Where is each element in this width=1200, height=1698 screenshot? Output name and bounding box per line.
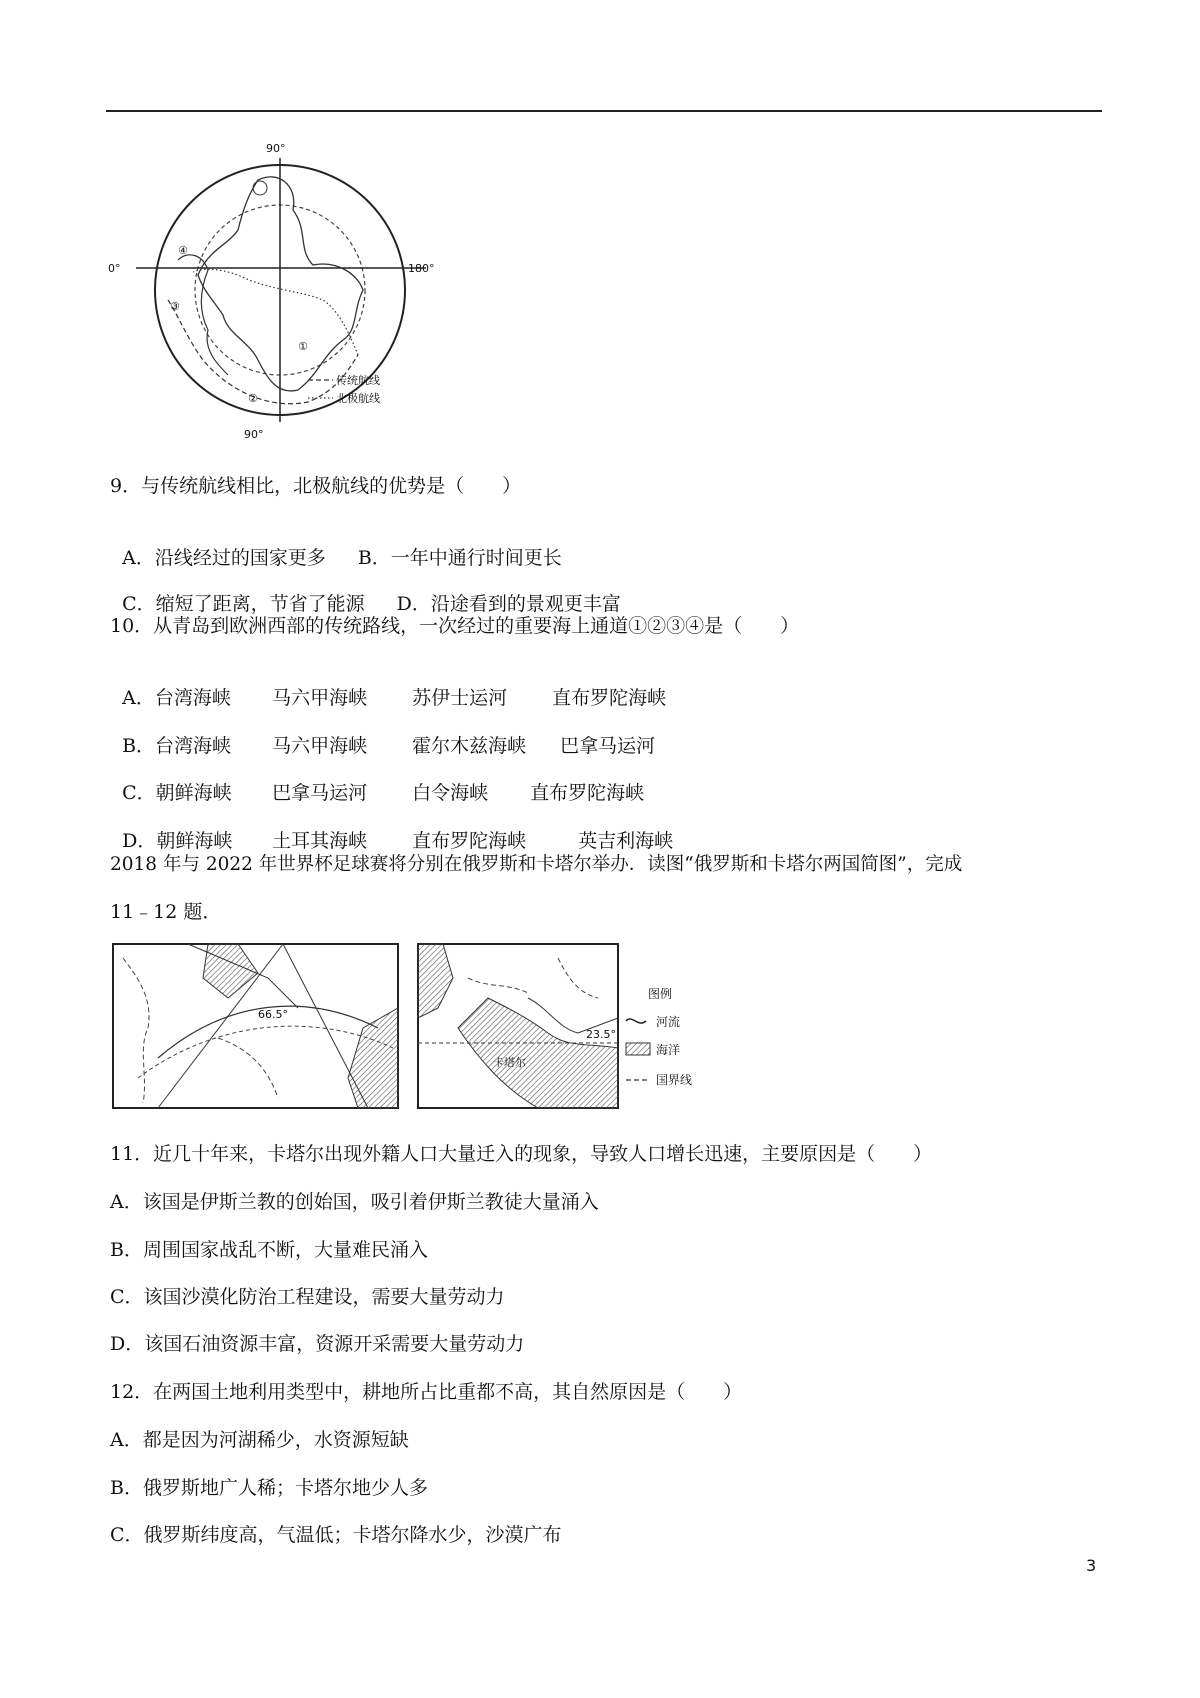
map-label-left: 0°	[108, 262, 121, 275]
russia-latitude-label: 66.5°	[258, 1008, 288, 1021]
q10-option-b: B．台湾海峡 马六甲海峡 霍尔木兹海峡 巴拿马运河	[122, 735, 656, 757]
q10-stem: 10．从青岛到欧洲西部的传统路线，一次经过的重要海上通道①②③④是（ ）	[110, 615, 800, 637]
q9-option-b: B．一年中通行时间更长	[357, 547, 562, 569]
map-label-right: 180°	[408, 262, 435, 275]
q11-option-c: C．该国沙漠化防治工程建设，需要大量劳动力	[110, 1286, 505, 1308]
q9-option-a: A．沿线经过的国家更多	[122, 547, 326, 569]
q12-option-c: C．俄罗斯纬度高，气温低；卡塔尔降水少，沙漠广布	[110, 1524, 562, 1546]
page-number: 3	[1086, 1556, 1097, 1575]
map-legend	[626, 986, 692, 1087]
map-label-top: 90°	[266, 142, 286, 155]
q9-stem: 9．与传统航线相比，北极航线的优势是（ ）	[110, 475, 522, 497]
legend-river: 河流	[656, 1015, 681, 1029]
header-rule	[106, 110, 1102, 112]
q9-options-row-1	[110, 522, 562, 570]
q9-option-c: C．缩短了距离，节省了能源	[122, 593, 365, 615]
legend-ocean: 海洋	[656, 1043, 681, 1057]
q12-option-a: A．都是因为河湖稀少，水资源短缺	[110, 1429, 409, 1451]
qatar-map	[418, 944, 618, 1108]
marker-2: ②	[248, 392, 258, 405]
q9-option-d: D．沿途看到的景观更丰富	[396, 593, 621, 615]
q9-options-row-2	[110, 568, 621, 616]
legend-title: 图例	[648, 987, 673, 1001]
q10-option-c: C．朝鲜海峡 巴拿马运河 白令海峡 直布罗陀海峡	[122, 782, 645, 804]
russia-map	[113, 944, 398, 1108]
legend-border: 国界线	[656, 1073, 693, 1087]
q12-option-b: B．俄罗斯地广人稀；卡塔尔地少人多	[110, 1477, 428, 1499]
polar-route-map	[108, 140, 448, 440]
q11-option-d: D．该国石油资源丰富，资源开采需要大量劳动力	[110, 1333, 525, 1355]
qatar-label: 卡塔尔	[493, 1056, 526, 1069]
legend-traditional-route: 传统航线	[336, 374, 380, 387]
q12-stem: 12．在两国土地利用类型中，耕地所占比重都不高，其自然原因是（ ）	[110, 1381, 743, 1403]
q11-option-b: B．周围国家战乱不断，大量难民涌入	[110, 1239, 428, 1261]
russia-qatar-maps	[108, 938, 708, 1118]
marker-4: ④	[178, 244, 188, 257]
q11-stem: 11．近几十年来，卡塔尔出现外籍人口大量迁入的现象，导致人口增长迅速，主要原因是（ ）	[110, 1143, 933, 1165]
q10-option-d: D．朝鲜海峡 土耳其海峡 直布罗陀海峡 英吉利海峡	[122, 830, 674, 852]
marker-1: ①	[298, 340, 308, 353]
q11-option-a: A．该国是伊斯兰教的创始国，吸引着伊斯兰教徒大量涌入	[110, 1191, 599, 1213]
marker-3: ③	[170, 300, 180, 313]
q10-option-a: A．台湾海峡 马六甲海峡 苏伊士运河 直布罗陀海峡	[122, 687, 667, 709]
intro-line-1: 2018 年与 2022 年世界杯足球赛将分别在俄罗斯和卡塔尔举办．读图“俄罗斯和卡塔尔两国简图”，完成	[110, 854, 963, 875]
map-label-bottom: 90°	[244, 428, 264, 440]
legend-arctic-route: 北极航线	[336, 392, 380, 405]
tropic-label: 23.5°	[586, 1028, 616, 1041]
intro-line-2: 11﹣12 题．	[110, 901, 222, 923]
